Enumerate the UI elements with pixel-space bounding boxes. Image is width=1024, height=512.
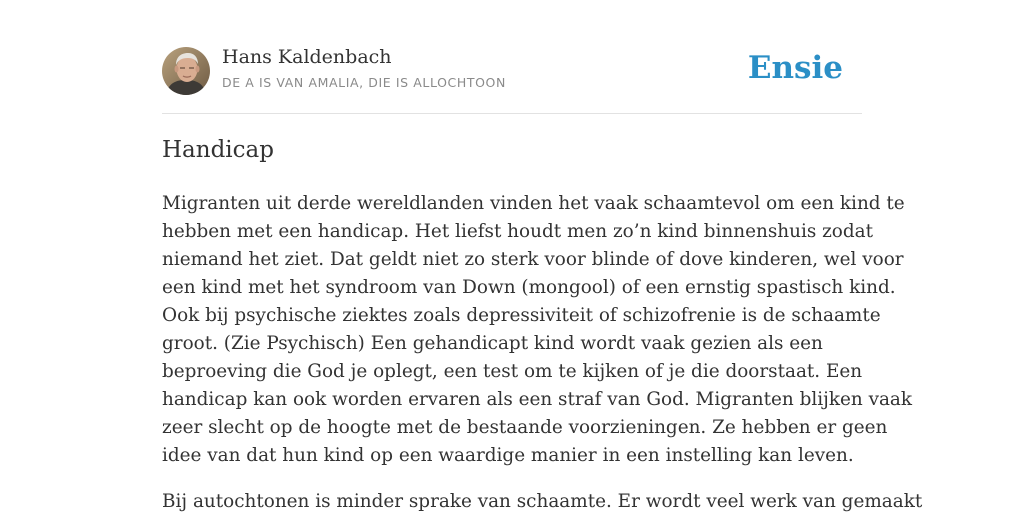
author-subtitle[interactable]: DE A IS VAN AMALIA, DIE IS ALLOCHTOON [222, 75, 506, 90]
text-line: Bij autochtonen is minder sprake van schaamte. Er wordt veel werk van gemaakt [162, 491, 923, 512]
text-line: niemand het ziet. Dat geldt niet zo sterk voor blinde of dove kinderen, wel voor [162, 249, 904, 270]
text-line: idee van dat hun kind op een waardige manier in een instelling kan leven. [162, 445, 854, 466]
author-avatar[interactable] [162, 47, 210, 95]
paragraph-1 [162, 190, 913, 470]
text-line: beproeving die God je oplegt, een test om te kijken of je die doorstaat. Een [162, 361, 863, 382]
text-line: hebben met een handicap. Het liefst houdt men zo’n kind binnenshuis zodat [162, 221, 874, 242]
text-line: zeer slecht op de hoogte met de bestaande voorzieningen. Ze hebben er geen [162, 417, 888, 438]
text-line: groot. (Zie Psychisch) Een gehandicapt kind wordt vaak gezien als een [162, 333, 823, 354]
header [162, 0, 862, 114]
brand-logo[interactable]: Ensie [747, 50, 843, 86]
text-line: handicap kan ook worden ervaren als een straf van God. Migranten blijken vaak [162, 389, 913, 410]
text-line: Migranten uit derde wereldlanden vinden het vaak schaamtevol om een kind te [162, 193, 905, 214]
text-line: Ook bij psychische ziektes zoals depressiviteit of schizofrenie is de schaamte [162, 305, 881, 326]
text-line: een kind met het syndroom van Down (mongool) of een ernstig spastisch kind. [162, 277, 896, 298]
article-container [162, 0, 923, 512]
paragraph-2 [162, 488, 923, 512]
article-body [162, 190, 923, 512]
author-name[interactable]: Hans Kaldenbach [222, 46, 392, 68]
article-title: Handicap [162, 137, 274, 163]
